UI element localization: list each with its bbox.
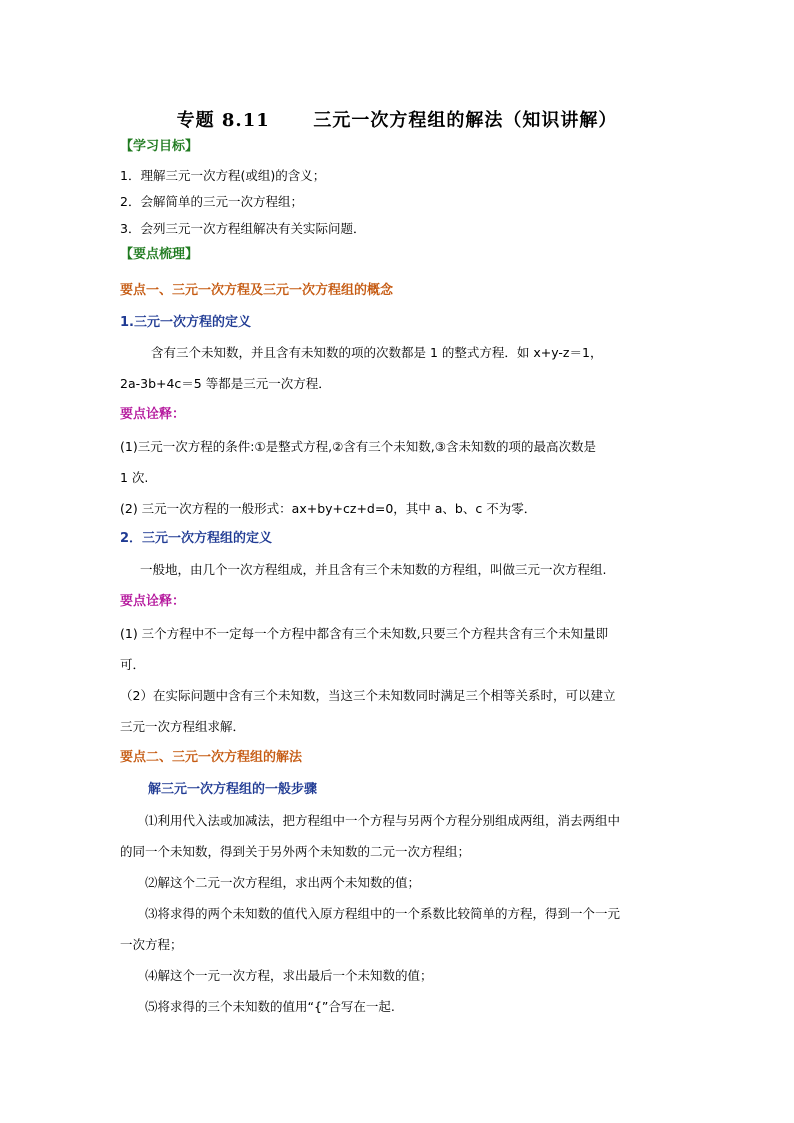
step-1-line-2: 的同一个未知数，得到关于另外两个未知数的二元一次方程组； <box>120 844 471 859</box>
step-3-line-2: 一次方程； <box>120 937 183 952</box>
note-2-heading: 要点诠释： <box>120 594 186 609</box>
key-point-2-heading: 要点二、三元一次方程组的解法 <box>120 750 303 765</box>
definition-1-text-line-2: 2a-3b+4c＝5 等都是三元一次方程． <box>120 376 331 391</box>
step-1-line-1: ⑴利用代入法或加减法，把方程组中一个方程与另两个方程分别组成两组，消去两组中 <box>145 813 621 828</box>
step-5: ⑸将求得的三个未知数的值用“{”合写在一起. <box>145 999 395 1014</box>
note-1-point-2: (2) 三元一次方程的一般形式：ax+by+cz+d=0，其中 a、b、c 不为零． <box>120 501 537 516</box>
goal-item-3: 3．会列三元一次方程组解决有关实际问题． <box>120 221 366 236</box>
note-2-point-1-line-1: (1) 三个方程中不一定每一个方程中都含有三个未知数,只要三个方程共含有三个未知量即 <box>120 626 609 641</box>
step-3-line-1: ⑶将求得的两个未知数的值代入原方程组中的一个系数比较简单的方程，得到一个一元 <box>145 906 621 921</box>
goal-item-2: 2．会解简单的三元一次方程组； <box>120 194 303 209</box>
note-1-point-1-line-2: 1 次. <box>120 470 149 485</box>
learning-goals-heading: 【学习目标】 <box>120 139 199 154</box>
definition-1-heading: 1.三元一次方程的定义 <box>120 315 251 330</box>
step-4: ⑷解这个一元一次方程，求出最后一个未知数的值； <box>145 968 433 983</box>
definition-1-text-line-1: 含有三个未知数，并且含有未知数的项的次数都是 1 的整式方程．如 x+y-z＝1， <box>151 345 603 360</box>
note-2-point-2-line-1: （2）在实际问题中含有三个未知数，当这三个未知数同时满足三个相等关系时，可以建立 <box>120 688 616 703</box>
key-points-heading: 【要点梳理】 <box>120 247 199 262</box>
note-1-heading: 要点诠释： <box>120 407 186 422</box>
page-title: 专题 8.11 三元一次方程组的解法（知识讲解） <box>176 110 618 131</box>
definition-2-heading: 2．三元一次方程组的定义 <box>120 531 273 546</box>
step-2: ⑵解这个二元一次方程组，求出两个未知数的值； <box>145 875 421 890</box>
definition-2-text: 一般地，由几个一次方程组成，并且含有三个未知数的方程组，叫做三元一次方程组. <box>140 562 607 577</box>
note-2-point-1-line-2: 可． <box>120 657 146 672</box>
note-1-point-1-line-1: (1)三元一次方程的条件:①是整式方程,②含有三个未知数,③含未知数的项的最高次数是 <box>120 439 596 454</box>
key-point-1-heading: 要点一、三元一次方程及三元一次方程组的概念 <box>120 283 394 298</box>
note-2-point-2-line-2: 三元一次方程组求解． <box>120 719 246 734</box>
goal-item-1: 1．理解三元一次方程(或组)的含义； <box>120 168 326 183</box>
solving-steps-heading: 解三元一次方程组的一般步骤 <box>148 782 318 797</box>
